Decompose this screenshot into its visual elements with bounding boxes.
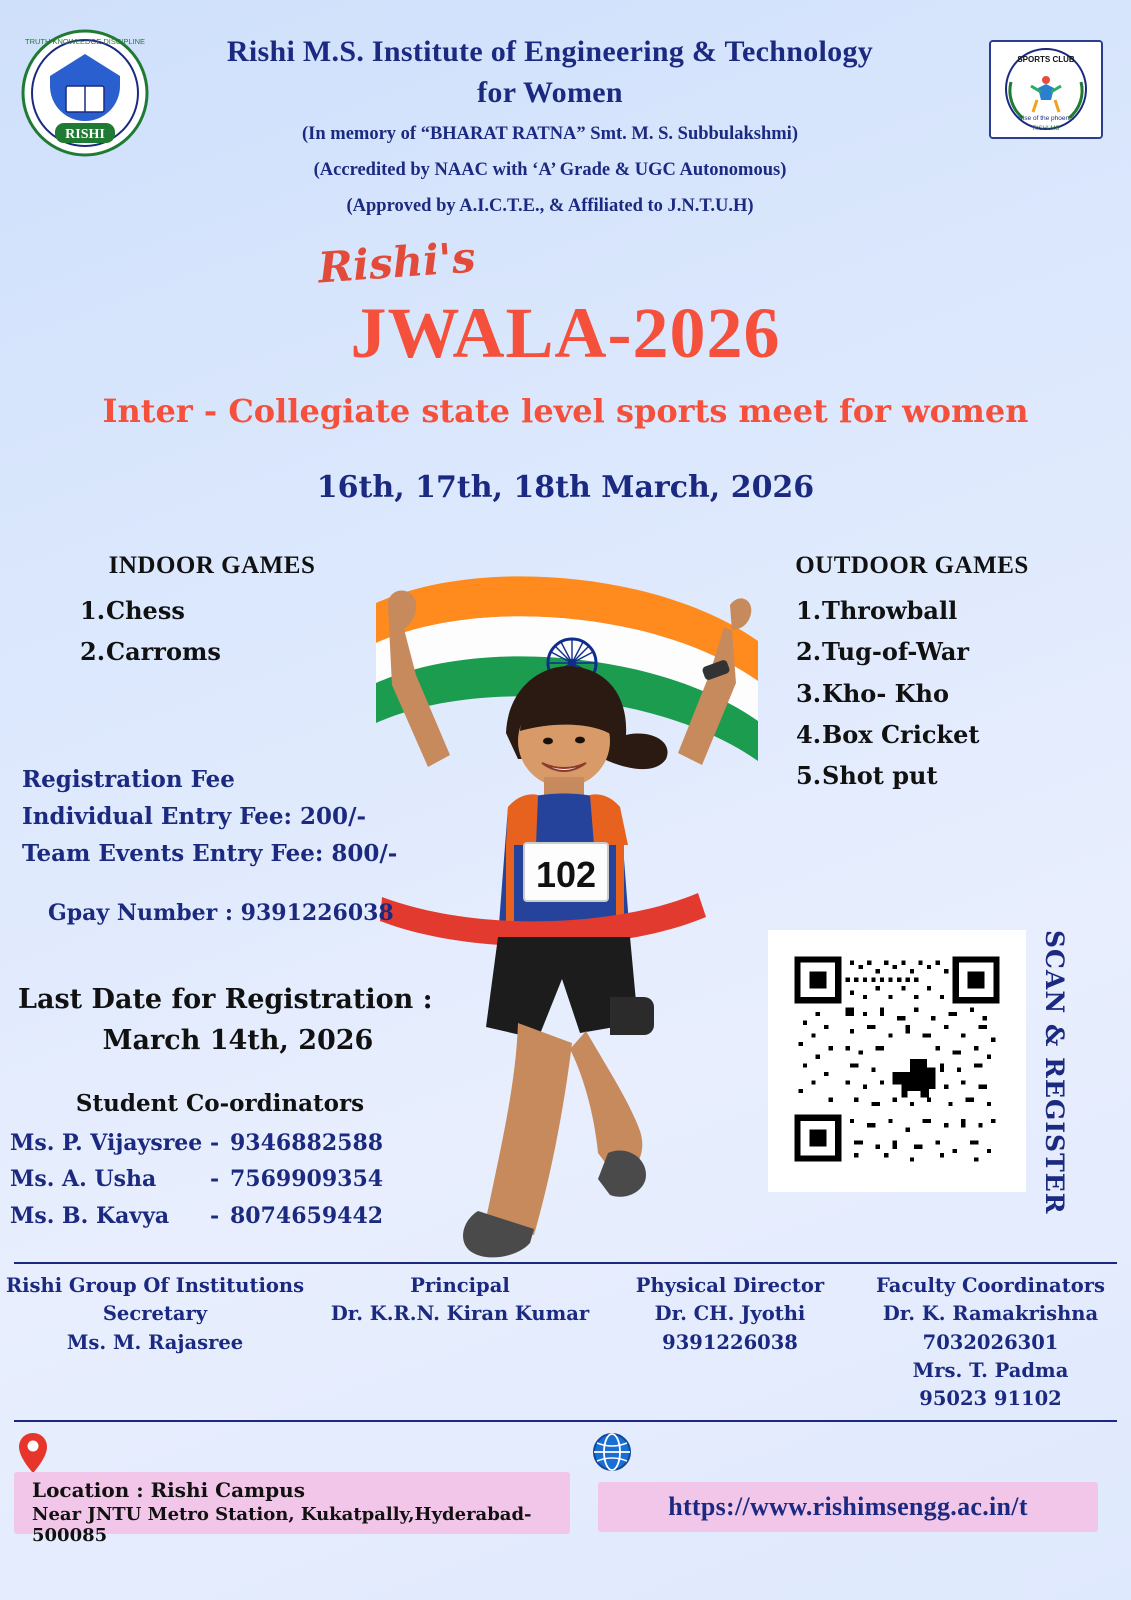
outdoor-games-list xyxy=(762,590,1062,796)
list-item xyxy=(10,1161,430,1197)
location-pin-icon xyxy=(18,1432,48,1474)
physical-director-role: Physical Director xyxy=(635,1274,825,1297)
list-item: 1.Throwball xyxy=(796,596,958,625)
secretary-role: Secretary xyxy=(102,1302,208,1326)
coordinator-dash: - xyxy=(210,1202,220,1229)
faculty-coordinators-role: Faculty Coordinators xyxy=(876,1274,1105,1297)
outdoor-games-heading: OUTDOOR GAMES xyxy=(795,552,1029,579)
website-url-text[interactable]: https://www.rishimsengg.ac.in/t xyxy=(668,1492,1028,1521)
rishis-script-text: Rishi's xyxy=(316,232,478,293)
team-fee-text: Team Events Entry Fee: 800/- xyxy=(22,839,398,867)
footer-col-physical-director xyxy=(610,1272,850,1413)
indoor-games-heading: INDOOR GAMES xyxy=(108,552,316,579)
globe-icon xyxy=(592,1432,632,1472)
header-text-block xyxy=(150,32,950,220)
institute-memory-line: (In memory of “BHARAT RATNA” Smt. M. S. Subbulakshmi) xyxy=(302,124,798,144)
student-coordinators-block xyxy=(10,1090,430,1234)
outdoor-game-label: Throwball xyxy=(822,596,958,625)
list-item: 5.Shot put xyxy=(796,761,938,791)
registration-fee-heading: Registration Fee xyxy=(22,766,235,793)
outdoor-game-label: Tug-of-War xyxy=(822,637,970,667)
event-dates: 16th, 17th, 18th March, 2026 xyxy=(316,470,815,505)
outdoor-game-label: Shot put xyxy=(822,761,938,791)
location-line2: Near JNTU Metro Station, Kukatpally,Hyderabad-500085 xyxy=(32,1504,532,1546)
svg-text:TRUTH KNOWLEDGE DISCIPLINE: TRUTH KNOWLEDGE DISCIPLINE xyxy=(24,37,146,46)
list-item xyxy=(10,1198,430,1234)
secretary-name: Ms. M. Rajasree xyxy=(66,1330,244,1354)
indoor-games-list xyxy=(62,590,362,673)
event-tagline: Inter - Collegiate state level sports meet for women xyxy=(102,392,1029,430)
indoor-game-label: Carroms xyxy=(106,637,221,667)
principal-role: Principal xyxy=(410,1274,510,1297)
last-date-label: Last Date for Registration : xyxy=(18,984,433,1015)
coordinator-name: Ms. B. Kavya xyxy=(10,1202,170,1229)
poster-header xyxy=(0,18,1131,216)
website-url-box[interactable] xyxy=(598,1482,1098,1532)
student-coordinators-heading: Student Co-ordinators xyxy=(75,1090,365,1117)
indoor-games-section xyxy=(62,552,362,673)
location-box xyxy=(14,1472,570,1546)
footer-officials xyxy=(0,1272,1131,1413)
svg-text:RISHI MS: RISHI MS xyxy=(1032,126,1060,132)
coordinator-name: Ms. P. Vijaysree xyxy=(10,1130,203,1156)
bib-number: 102 xyxy=(535,854,597,895)
indoor-game-label: Chess xyxy=(106,596,185,625)
list-item: 3.Kho- Kho xyxy=(796,678,949,708)
physical-director-phone: 9391226038 xyxy=(662,1330,798,1354)
footer-col-secretary xyxy=(0,1272,310,1413)
svg-text:SPORTS CLUB: SPORTS CLUB xyxy=(1017,55,1075,64)
coordinator-dash: - xyxy=(210,1166,220,1193)
list-item xyxy=(10,1125,430,1161)
faculty-coordinator-phone-1: 7032026301 xyxy=(922,1330,1059,1354)
institute-approval-line: (Approved by A.I.C.T.E., & Affiliated to J.N.T.U.H) xyxy=(346,195,754,216)
registration-fee-block xyxy=(22,762,492,872)
footer-col-principal xyxy=(310,1272,610,1413)
faculty-coordinator-name-1: Dr. K. Ramakrishna xyxy=(882,1302,1099,1326)
svg-text:RISHI: RISHI xyxy=(65,127,105,142)
list-item: 1.Chess xyxy=(80,596,185,625)
divider-top xyxy=(14,1262,1117,1264)
event-title: JWALA-2026 xyxy=(350,293,781,373)
college-logo-icon xyxy=(20,28,150,158)
svg-text:Rise of the phoenix: Rise of the phoenix xyxy=(1018,115,1074,122)
qr-code-icon[interactable] xyxy=(790,952,1004,1166)
institute-name-line2: for Women xyxy=(477,75,623,109)
institute-name-line1: Rishi M.S. Institute of Engineering & Technology xyxy=(226,35,874,68)
secretary-org: Rishi Group Of Institutions xyxy=(5,1274,305,1297)
list-item: 4.Box Cricket xyxy=(796,719,980,749)
coordinator-phone: 7569909354 xyxy=(230,1166,384,1193)
divider-bottom xyxy=(14,1420,1117,1422)
outdoor-game-label: Box Cricket xyxy=(822,719,980,749)
outdoor-games-section xyxy=(762,552,1062,796)
last-date-block xyxy=(18,980,458,1061)
faculty-coordinator-name-2: Mrs. T. Padma xyxy=(912,1358,1069,1382)
last-date-value: March 14th, 2026 xyxy=(102,1024,374,1056)
list-item: 2.Carroms xyxy=(80,637,221,667)
qr-code-container[interactable] xyxy=(768,930,1026,1192)
institute-accreditation-line: (Accredited by NAAC with ‘A’ Grade & UGC Autonomous) xyxy=(313,159,787,180)
individual-fee-text: Individual Entry Fee: 200/- xyxy=(22,802,367,830)
scan-register-label: SCAN & REGISTER xyxy=(1040,930,1069,1215)
principal-name: Dr. K.R.N. Kiran Kumar xyxy=(330,1302,590,1326)
gpay-number-text: Gpay Number : 9391226038 xyxy=(48,900,394,926)
coordinator-dash: - xyxy=(210,1130,220,1156)
faculty-coordinator-phone-2: 95023 91102 xyxy=(919,1387,1062,1411)
outdoor-game-label: Kho- Kho xyxy=(822,678,949,708)
footer-col-faculty-coordinators xyxy=(850,1272,1131,1413)
physical-director-name: Dr. CH. Jyothi xyxy=(654,1302,806,1326)
coordinator-phone: 8074659442 xyxy=(230,1202,384,1229)
list-item: 2.Tug-of-War xyxy=(796,637,970,667)
coordinator-phone: 9346882588 xyxy=(230,1130,384,1156)
sports-club-logo-icon xyxy=(989,40,1103,139)
location-line1: Location : Rishi Campus xyxy=(32,1478,305,1502)
coordinator-name: Ms. A. Usha xyxy=(10,1166,157,1193)
